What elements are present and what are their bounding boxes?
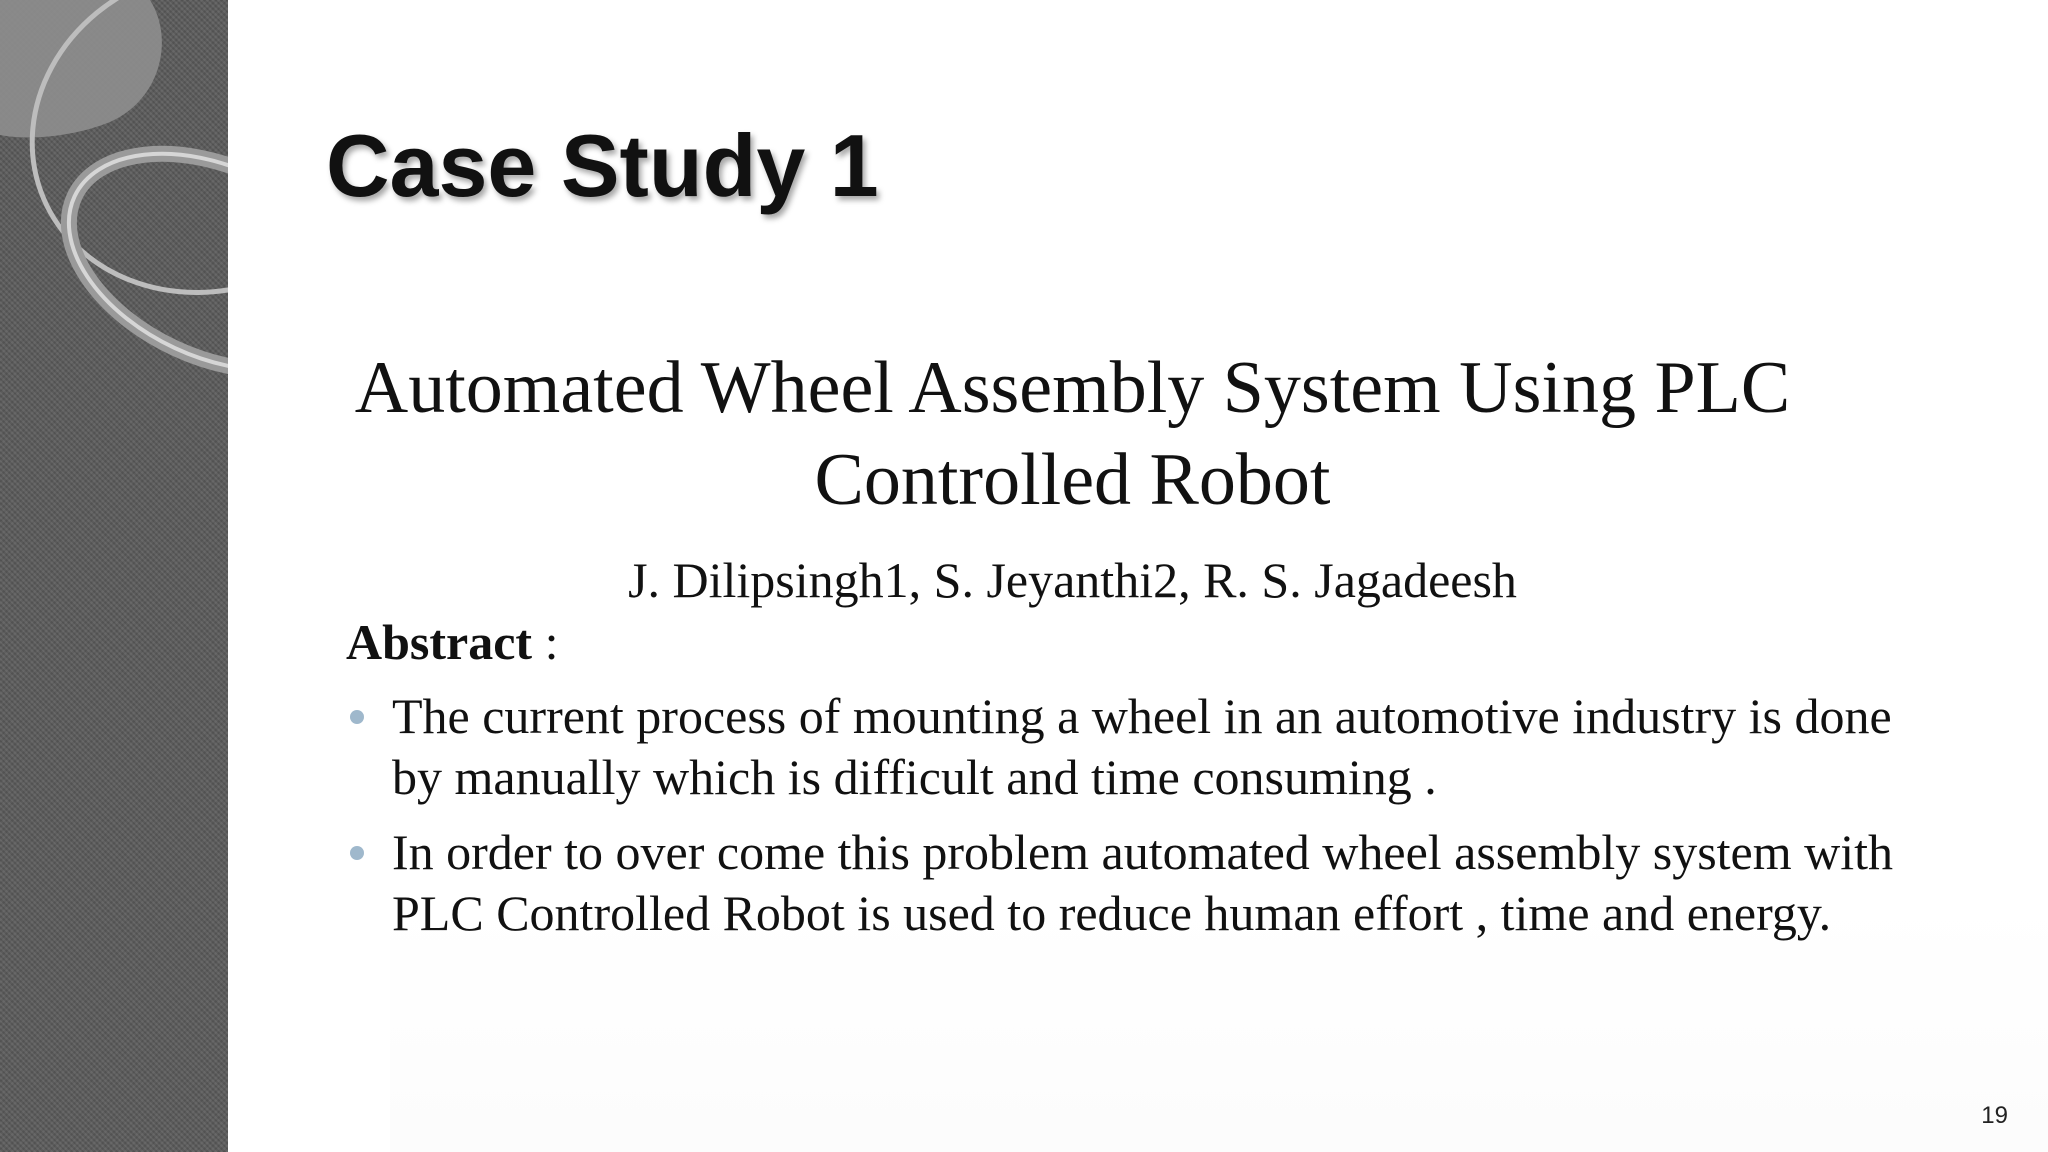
decorative-rings: [0, 0, 228, 1152]
paper-authors: J. Dilipsingh1, S. Jeyanthi2, R. S. Jagadeesh: [628, 552, 1517, 608]
paper-title-line-2: Controlled Robot: [814, 439, 1331, 521]
slide-number: 19: [1981, 1102, 2008, 1129]
slide-title: Case Study 1: [326, 116, 879, 215]
bullet-text: In order to over come this problem automated wheel assembly system with PLC Controlled Robot is used to reduce human effort , time and energy.: [392, 824, 1894, 941]
paper-title: [300, 342, 1845, 526]
bullet-item: [346, 686, 1946, 808]
side-band-decoration: [0, 0, 228, 1152]
abstract-heading: [346, 612, 558, 672]
bullet-text: The current process of mounting a wheel in an automotive industry is done by manually which is difficult and time consuming .: [392, 688, 1892, 805]
abstract-label: Abstract: [346, 614, 533, 670]
bullet-dot-icon: [350, 846, 364, 860]
bullet-dot-icon: [350, 710, 364, 724]
paper-title-line-1: Automated Wheel Assembly System Using PLC: [354, 347, 1791, 429]
abstract-bullet-list: [346, 686, 1946, 958]
abstract-colon: :: [532, 614, 559, 670]
bullet-item: [346, 822, 1946, 944]
